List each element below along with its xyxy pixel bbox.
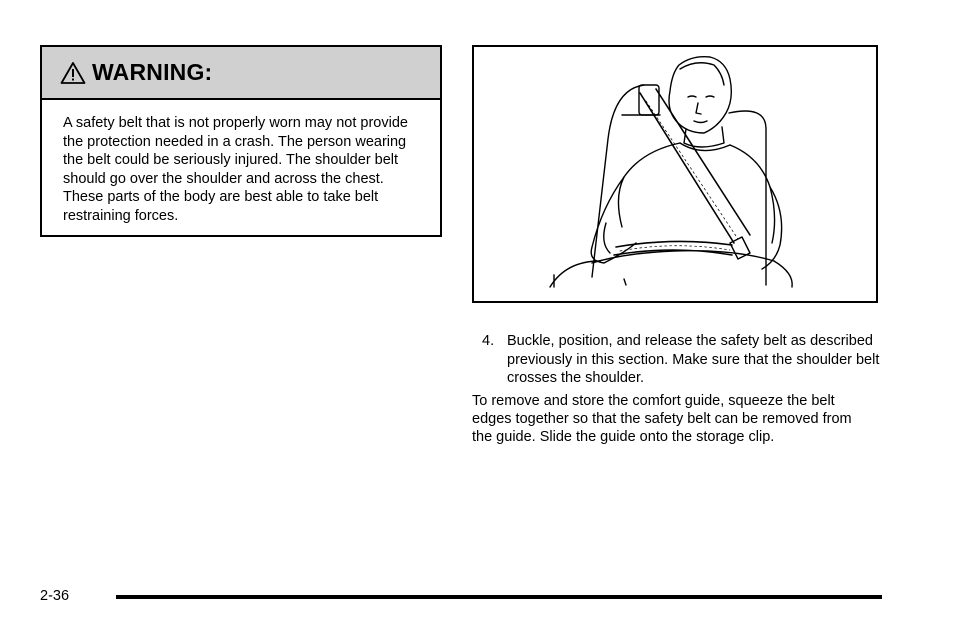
step-text: Buckle, position, and release the safety belt as described previously in this section. Make sure that the shoulder belt crosses the shoulder.	[507, 333, 880, 386]
comfort-guide-paragraph: To remove and store the comfort guide, squeeze the belt edges together so that the safety belt can be removed from the guide. Slide the guide onto the storage clip.	[472, 393, 852, 445]
step-4	[482, 332, 882, 388]
warning-text: A safety belt that is not properly worn may not provide the protection needed in a crash. The person wearing the belt could be seriously injured. The shoulder belt should go over the shoulder and across the chest. These parts of the body are best able to take belt restraining forces.	[63, 115, 408, 224]
warning-box	[40, 45, 442, 237]
step-number: 4.	[482, 333, 495, 349]
footer-rule	[116, 595, 882, 599]
warning-header	[42, 47, 440, 100]
warning-title: WARNING:	[92, 59, 213, 85]
page-number: 2-36	[40, 588, 70, 604]
warning-triangle-icon	[60, 61, 86, 85]
seatbelt-illustration	[472, 45, 878, 303]
